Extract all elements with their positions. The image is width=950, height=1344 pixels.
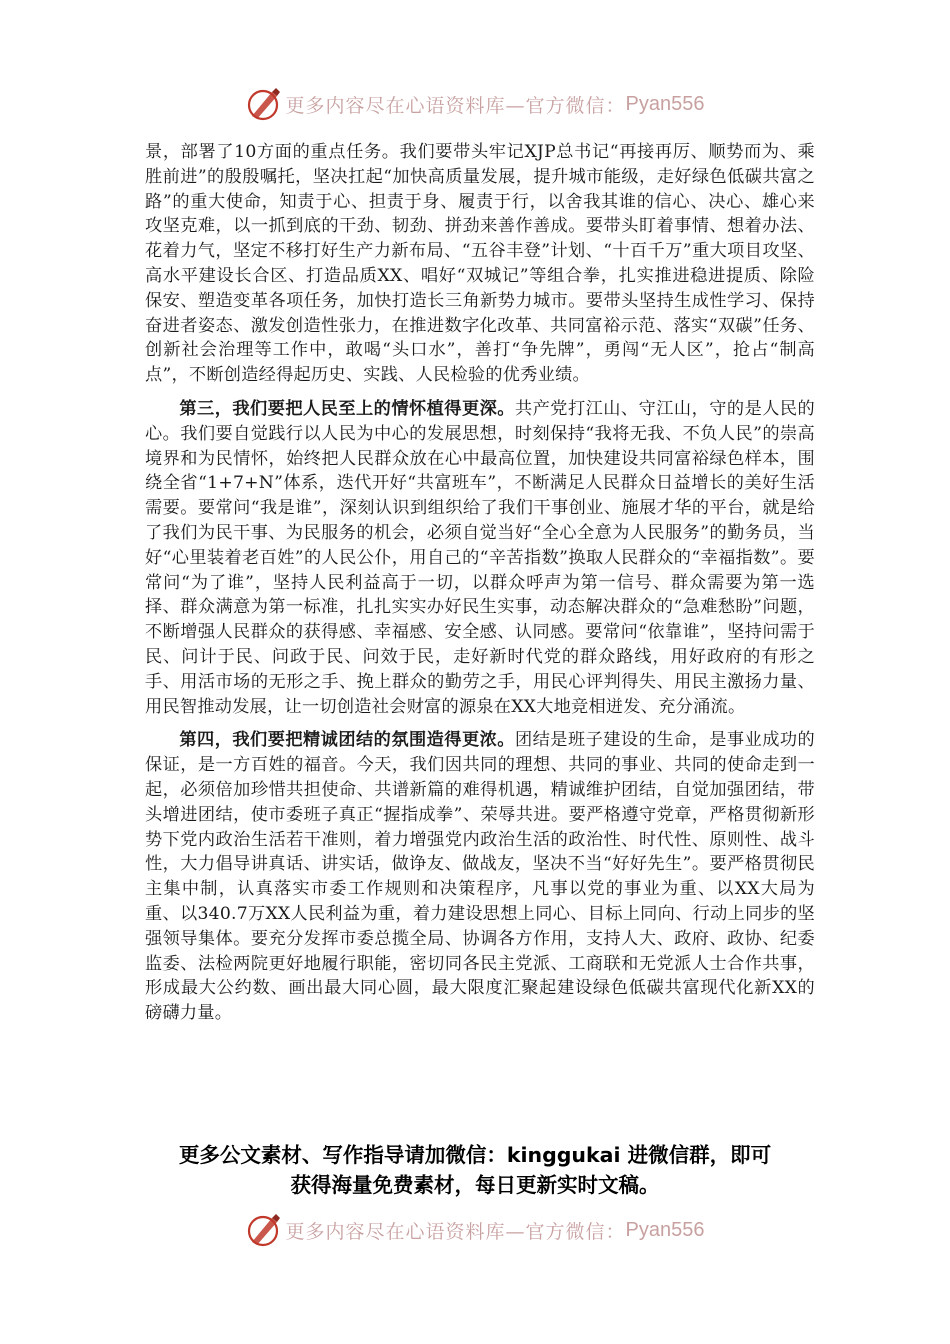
header-site-text: 更多内容尽在心语资料库—官方微信： xyxy=(285,94,626,117)
promo-line-2: 获得海量免费素材，每日更新实时文稿。 xyxy=(290,1173,660,1197)
paragraph-3-body: 团结是班子建设的生命，是事业成功的保证，是一方百姓的福音。今天，我们因共同的理想、共同的事业、共同的使命走到一起，必须倍加珍惜共担使命、共谱新篇的难得机遇，精诚维护团结，自觉加强团结，带头增进团结，使市委班子真正“握指成拳”、荣辱共进。要严格遵守党章，严格贯彻新形势下党内政治生活若干准则，着力增强党内政治生活的政治性、时代性、原则性、战斗性，大力倡导讲真话、讲实话，做诤友、做战友，坚决不当“好好先生”。要严格贯彻民主集中制，认真落实市委工作规则和决策程序，凡事以党的事业为重、以XX大局为重、以340.7万XX人民利益为重，着力建设思想上同心、目标上同向、行动上同步的坚强领导集体。要充分发挥市委总揽全局、协调各方作用，支持人大、政府、政协、纪委监委、法检两院更好地履行职能，密切同各民主党派、工商联和无党派人士合作共事，形成最大公约数、画出最大同心圆，最大限度汇聚起建设绿色低碳共富现代化新XX的磅礴力量。 xyxy=(145,730,815,1024)
paragraph-3-lead: 第四，我们要把精诚团结的氛围造得更浓。 xyxy=(179,730,515,751)
paragraph-third-point xyxy=(145,397,815,719)
paragraph-continuation xyxy=(145,140,815,388)
promo-notice xyxy=(110,1140,840,1200)
promo-line-1: 更多公文素材、写作指导请加微信：kinggukai 进微信群，即可 xyxy=(178,1143,772,1167)
paragraph-1-body: 景，部署了10方面的重点任务。我们要带头牢记XJP总书记“再接再厉、顺势而为、乘胜前进”的殷殷嘱托，坚决扛起“加快高质量发展，提升城市能级，走好绿色低碳共富之路”的重大使命，知责于心、担责于身、履责于行，以舍我其谁的信心、决心、雄心来攻坚克难，以一抓到底的干劲、韧劲、拼劲来善作善成。要带头盯着事情、想着办法、花着力气，坚定不移打好生产力新布局、“五谷丰登”计划、“十百千万”重大项目攻坚、高水平建设长合区、打造品质XX、唱好“双城记”等组合拳，扎实推进稳进提质、除险保安、塑造变革各项任务，加快打造长三角新势力城市。要带头坚持生成性学习、保持奋进者姿态、激发创造性张力，在推进数字化改革、共同富裕示范、落实“双碳”任务、创新社会治理等工作中，敢喝“头口水”，善打“争先牌”，勇闯“无人区”，抢占“制高点”，不断创造经得起历史、实践、人民检验的优秀业绩。 xyxy=(145,142,815,386)
paragraph-fourth-point xyxy=(145,728,815,1026)
footer-site-text: 更多内容尽在心语资料库—官方微信： xyxy=(285,1220,626,1243)
paragraph-2-body: 共产党打江山、守江山，守的是人民的心。我们要自觉践行以人民为中心的发展思想，时刻保持“我将无我、不负人民”的崇高境界和为民情怀，始终把人民群众放在心中最高位置，加快建设共同富裕绿色样本，围绕全省“1+7+N”体系，迭代开好“共富班车”，不断满足人民群众日益增长的美好生活需要。要常问“我是谁”，深刻认识到组织给了我们干事创业、施展才华的平台，就是给了我们为民干事、为民服务的机会，必须自觉当好“全心全意为人民服务”的勤务员，当好“心里装着老百姓”的人民公仆，用自己的“辛苦指数”换取人民群众的“幸福指数”。要常问“为了谁”，坚持人民利益高于一切，以群众呼声为第一信号、群众需要为第一选择、群众满意为第一标准，扎扎实实办好民生实事，动态解决群众的“急难愁盼”问题，不断增强人民群众的获得感、幸福感、安全感、认同感。要常问“依靠谁”，坚持问需于民、问计于民、问政于民、问效于民，走好新时代党的群众路线，用好政府的有形之手、用活市场的无形之手、挽上群众的勤劳之手，用民心评判得失、用民主激扬力量、用民智推动发展，让一切创造社会财富的源泉在XX大地竞相迸发、充分涌流。 xyxy=(145,398,815,717)
footer-banner xyxy=(0,1210,950,1250)
footer-wechat-id: Pyan556 xyxy=(625,1218,705,1241)
pen-logo-icon xyxy=(246,86,282,122)
paragraph-2-lead: 第三，我们要把人民至上的情怀植得更深。 xyxy=(179,398,515,419)
header-wechat-id: Pyan556 xyxy=(625,92,705,115)
pen-logo-icon xyxy=(246,1212,282,1248)
document-body xyxy=(145,140,815,1035)
header-banner xyxy=(0,84,950,124)
